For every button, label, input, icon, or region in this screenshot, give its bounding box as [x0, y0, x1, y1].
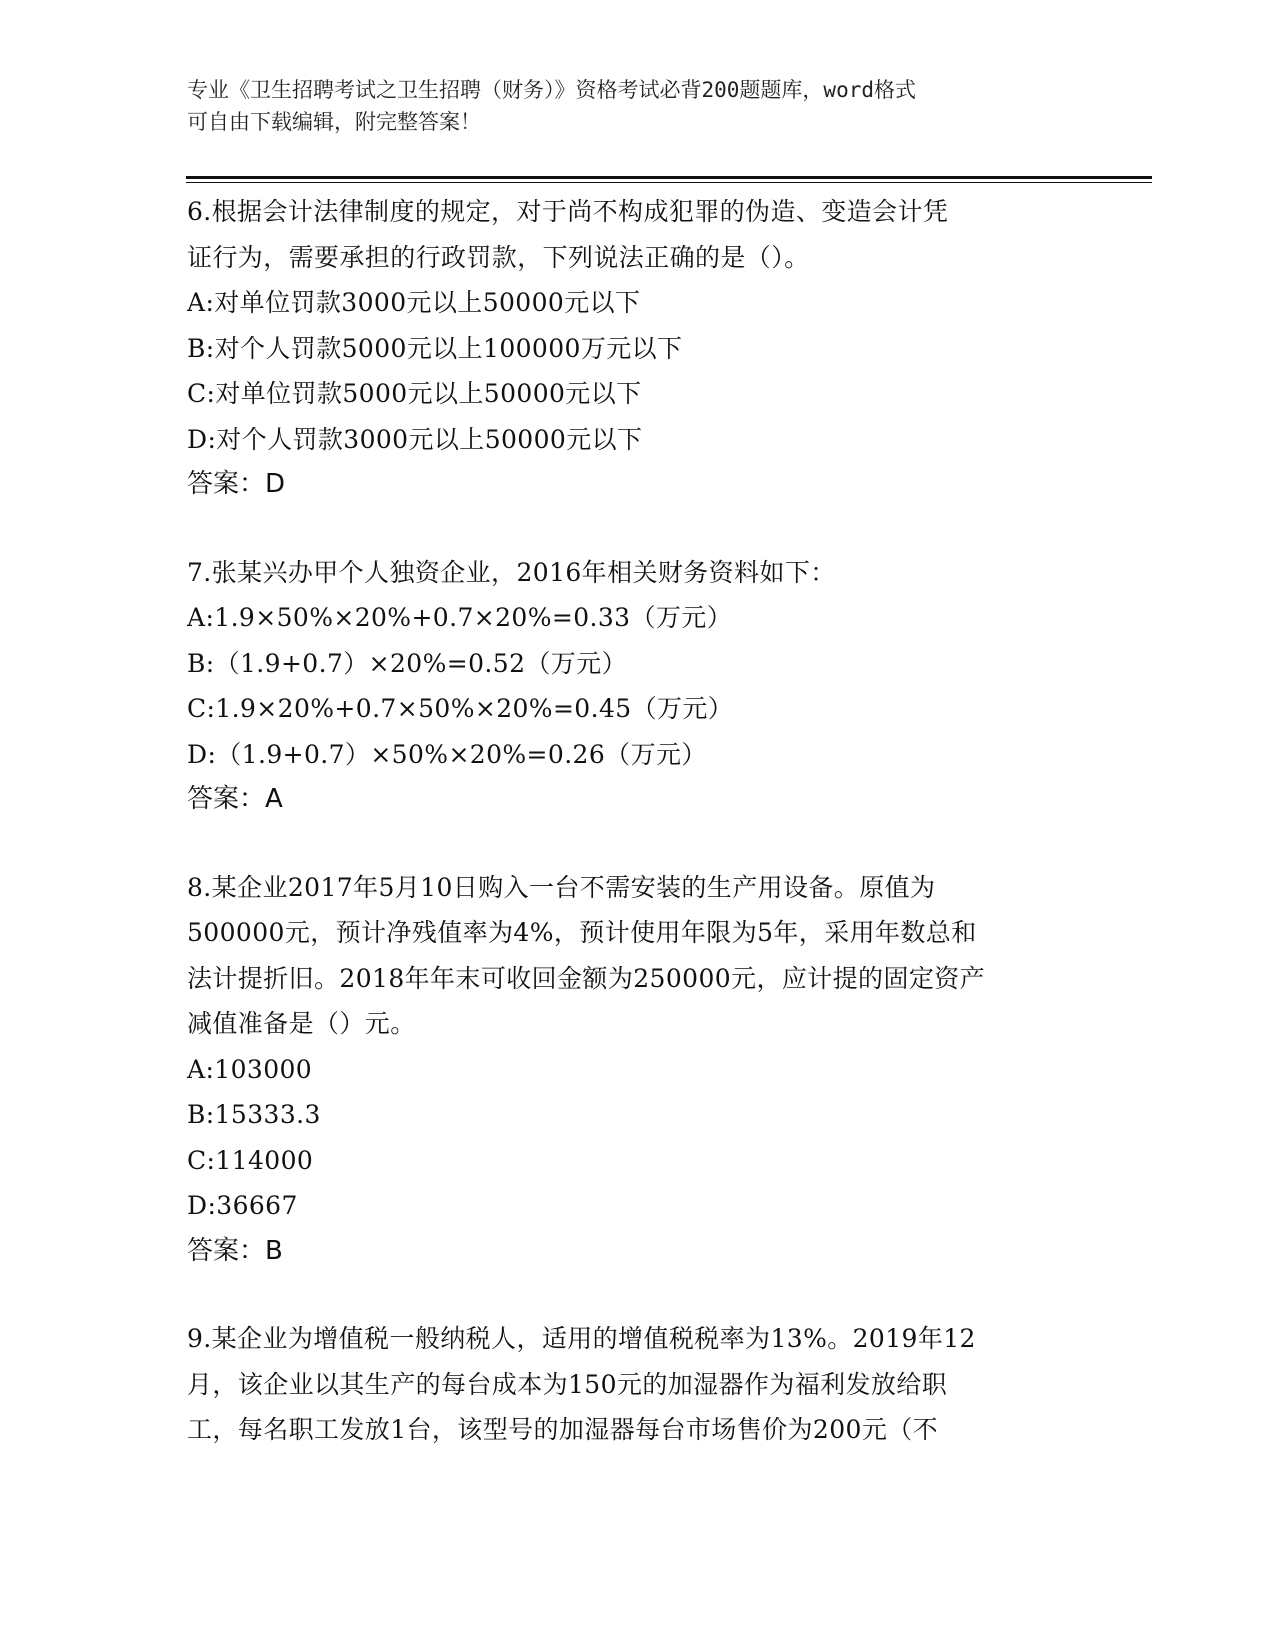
question-stem: 工，每名职工发放1台，该型号的加湿器每台市场售价为200元（不 [187, 1415, 939, 1444]
option-a: A:103000 [187, 1054, 313, 1084]
question-7 [187, 550, 1087, 823]
option-b: B:对个人罚款5000元以上100000万元以下 [187, 333, 683, 363]
option-c: C:114000 [187, 1145, 314, 1175]
header-rule-thin [186, 182, 1152, 183]
option-b: B:（1.9+0.7）×20%=0.52（万元） [187, 648, 627, 678]
option-d: D:（1.9+0.7）×50%×20%=0.26（万元） [187, 739, 707, 769]
question-stem: 8.某企业2017年5月10日购入一台不需安装的生产用设备。原值为 [187, 872, 936, 902]
answer: 答案：A [187, 784, 283, 814]
header-line: 专业《卫生招聘考试之卫生招聘（财务）》资格考试必背200题题库，word格式 [187, 78, 916, 102]
question-8 [187, 865, 1087, 1275]
answer: 答案：B [187, 1235, 283, 1266]
answer: 答案：D [187, 469, 286, 499]
option-a: A:对单位罚款3000元以上50000元以下 [187, 288, 641, 317]
option-d: D:对个人罚款3000元以上50000元以下 [187, 424, 643, 454]
header-line: 可自由下载编辑，附完整答案！ [187, 110, 481, 134]
question-stem: 减值准备是（）元。 [187, 1009, 416, 1038]
question-stem: 9.某企业为增值税一般纳税人，适用的增值税税率为13%。2019年12 [187, 1324, 976, 1353]
question-stem: 6.根据会计法律制度的规定，对于尚不构成犯罪的伪造、变造会计凭 [187, 197, 949, 226]
option-b: B:15333.3 [187, 1100, 321, 1129]
option-c: C:对单位罚款5000元以上50000元以下 [187, 379, 642, 408]
option-a: A:1.9×50%×20%+0.7×20%=0.33（万元） [187, 603, 733, 632]
question-9 [187, 1316, 1087, 1453]
option-d: D:36667 [187, 1191, 298, 1220]
question-stem: 法计提折旧。2018年年末可收回金额为250000元，应计提的固定资产 [187, 963, 986, 993]
document-header [187, 74, 1067, 138]
question-stem: 500000元，预计净残值率为4%，预计使用年限为5年，采用年数总和 [187, 918, 977, 947]
question-stem: 月，该企业以其生产的每台成本为150元的加湿器作为福利发放给职 [187, 1369, 948, 1399]
option-c: C:1.9×20%+0.7×50%×20%=0.45（万元） [187, 694, 734, 723]
question-list [187, 189, 1087, 1495]
question-stem: 7.张某兴办甲个人独资企业，2016年相关财务资料如下： [187, 557, 836, 587]
header-rule [186, 176, 1152, 179]
question-6 [187, 189, 1087, 508]
question-stem: 证行为，需要承担的行政罚款，下列说法正确的是（）。 [187, 242, 810, 272]
